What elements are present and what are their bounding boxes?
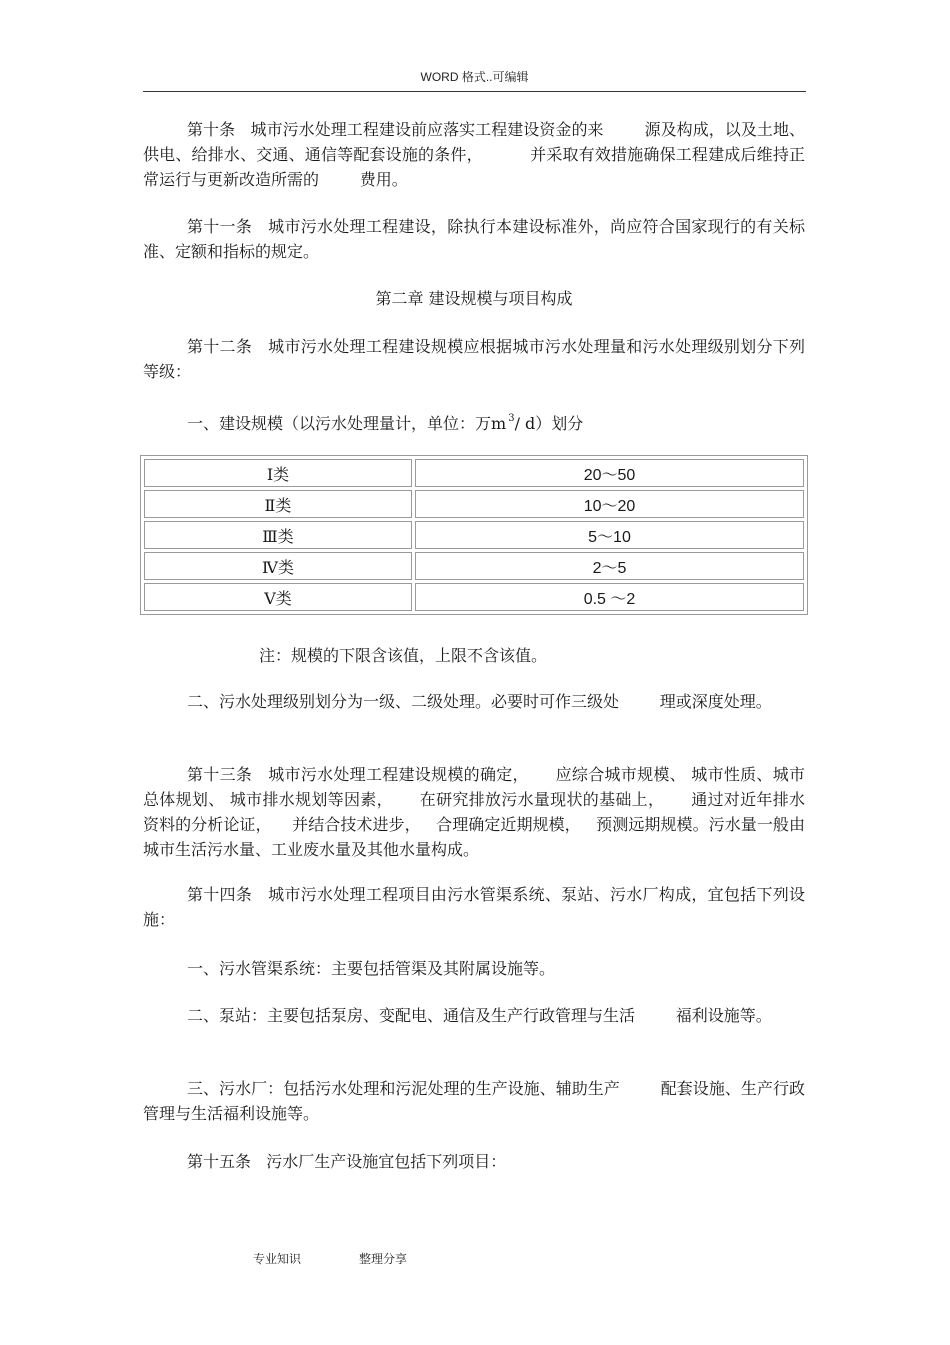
footer-left: 专业知识 — [253, 1252, 302, 1266]
category-cell: Ⅲ类 — [144, 521, 412, 549]
scale-heading-suffix: / d）划分 — [514, 414, 584, 433]
scale-table — [140, 455, 808, 615]
footer-right: 整理分享 — [359, 1252, 408, 1266]
scale-heading-prefix: 一、建设规模（以污水处理量计，单位：万m — [187, 414, 507, 433]
article-15: 第十五条 污水厂生产设施宜包括下列项目： — [187, 1152, 507, 1171]
scale-note: 注：规模的下限含该值，上限不含该值。 — [259, 646, 548, 665]
item-treatment-plant: 三、污水厂：包括污水处理和污泥处理的生产设施、辅助生产 配套设施、生产行政管理与生活福利设施等。 — [143, 1079, 805, 1123]
article-14: 第十四条 城市污水处理工程项目由污水管渠系统、泵站、污水厂构成，宜包括下列设施： — [143, 885, 805, 929]
table-row — [144, 521, 804, 549]
chapter-2-title: 第二章 建设规模与项目构成 — [375, 289, 573, 308]
range-cell: 5～10 — [415, 521, 804, 549]
range-cell: 2～5 — [415, 552, 804, 580]
category-cell: Ⅴ类 — [144, 583, 412, 611]
treatment-level: 二、污水处理级别划分为一级、二级处理。必要时可作三级处 理或深度处理。 — [187, 692, 772, 711]
table-row — [144, 552, 804, 580]
scale-heading-superscript: 3 — [508, 413, 515, 424]
category-cell: Ⅰ类 — [144, 459, 412, 487]
range-cell: 20～50 — [415, 459, 804, 487]
table-row — [144, 490, 804, 518]
category-cell: Ⅳ类 — [144, 552, 412, 580]
article-12: 第十二条 城市污水处理工程建设规模应根据城市污水处理量和污水处理级别划分下列等级： — [143, 337, 805, 381]
scale-table-body — [144, 459, 804, 611]
article-10: 第十条 城市污水处理工程建设前应落实工程建设资金的来 源及构成，以及土地、供电、给排水、交通、通信等配套设施的条件， 并采取有效措施确保工程建成后维持正常运行与更新改造所需的 费用。 — [143, 120, 805, 189]
table-row — [144, 459, 804, 487]
scale-heading — [143, 406, 805, 436]
item-pump-station: 二、泵站：主要包括泵房、变配电、通信及生产行政管理与生活 福利设施等。 — [187, 1006, 772, 1025]
range-cell: 0.5 ～2 — [415, 583, 804, 611]
item-sewer-system: 一、污水管渠系统：主要包括管渠及其附属设施等。 — [187, 959, 556, 978]
range-cell: 10～20 — [415, 490, 804, 518]
header-divider — [143, 91, 806, 92]
table-row — [144, 583, 804, 611]
category-cell: Ⅱ类 — [144, 490, 412, 518]
article-11: 第十一条 城市污水处理工程建设，除执行本建设标准外，尚应符合国家现行的有关标准、定额和指标的规定。 — [143, 217, 805, 261]
page-header: WORD 格式..可编辑 — [420, 70, 529, 84]
article-13: 第十三条 城市污水处理工程建设规模的确定， 应综合城市规模、 城市性质、城市总体规划、 城市排水规划等因素， 在研究排放污水量现状的基础上， 通过对近年排水资料的分析论证， 并结合技术进步， 合理确定近期规模， 预测远期规模。污水量一般由城市生活污水量、工业废水量及其他水量构成。 — [143, 765, 805, 859]
